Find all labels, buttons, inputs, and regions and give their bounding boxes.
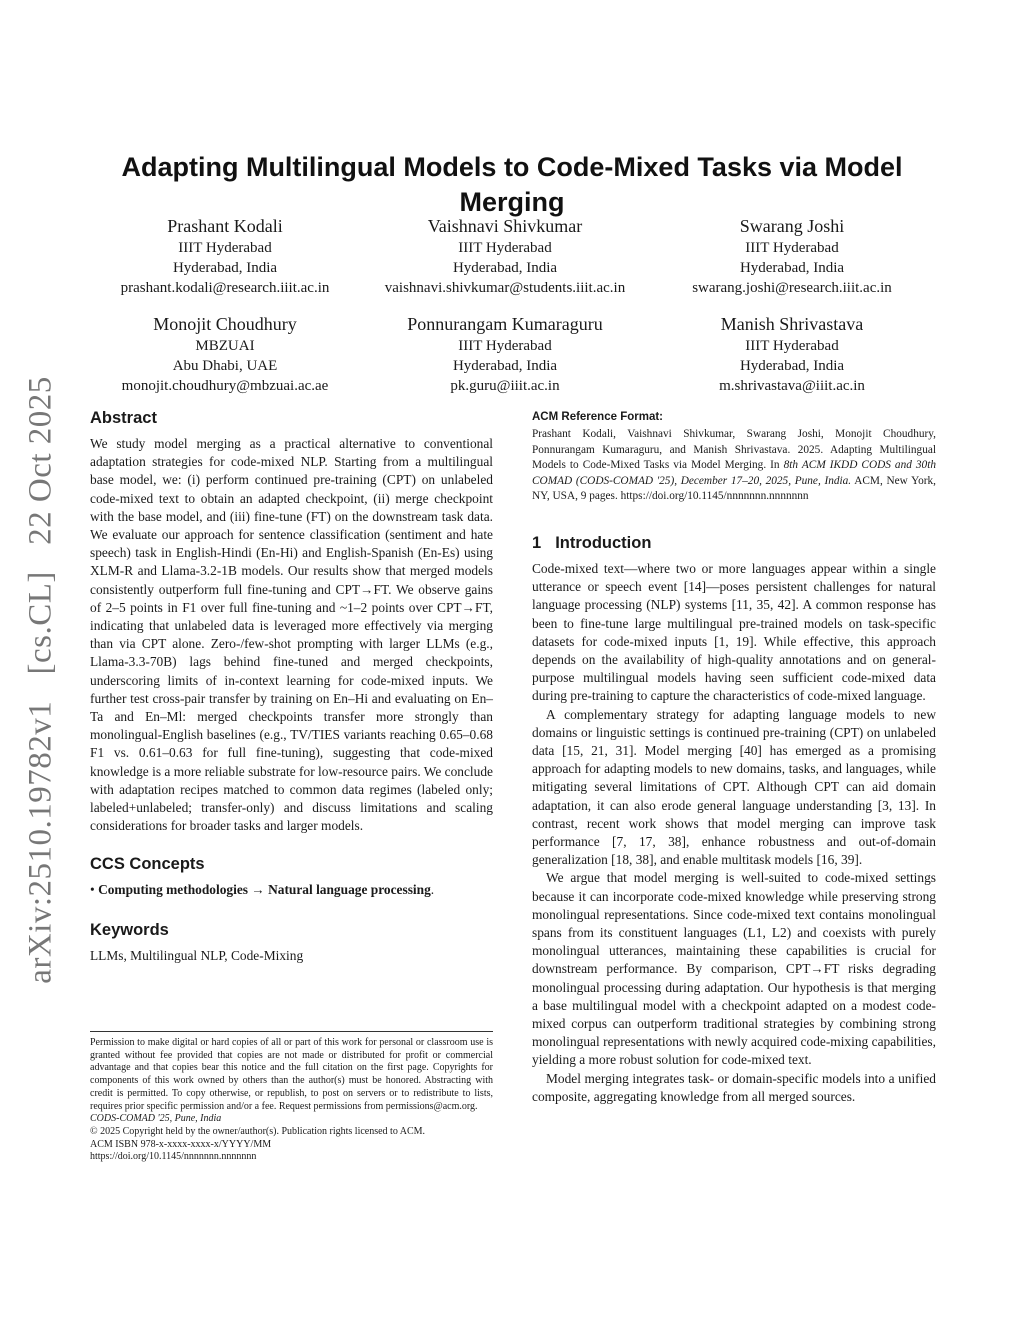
ccs-heading: CCS Concepts	[90, 855, 205, 874]
arxiv-sidebar	[18, 375, 64, 985]
author-row-2	[90, 312, 934, 410]
venue-line: CODS-COMAD '25, Pune, India	[90, 1113, 222, 1125]
ccs-concept	[90, 881, 493, 899]
author-affiliation: IIIT Hyderabad	[458, 240, 552, 256]
acm-ref-authors: Prashant Kodali, Vaishnavi Shivkumar, Swarang Joshi, Monojit Choudhury, Ponnurangam Kumaraguru, and Manish Shrivastava. 2025. Adapting Multilingual Models to Code-Mixed Tasks via Model Merging. In	[532, 428, 936, 472]
ccs-term: Natural language processing	[268, 882, 431, 898]
author-email[interactable]: m.shrivastava@iiit.ac.in	[719, 378, 865, 394]
bullet-icon: •	[90, 882, 95, 898]
isbn-line: ACM ISBN 978-x-xxxx-xxxx-x/YYYY/MM	[90, 1138, 272, 1150]
author-email[interactable]: prashant.kodali@research.iiit.ac.in	[120, 280, 330, 296]
author-location: Hyderabad, India	[452, 358, 558, 374]
intro-heading	[532, 532, 936, 554]
intro-paragraph: Code-mixed text—where two or more languages appear within a single utterance or speech event [14]—poses persistent challenges for natural language processing (NLP) systems [11, 35, 42]. A common response has been to fine-tune large multilingual pre-trained models on task-specific datasets for code-mixed inputs [1, 19]. While effective, this approach depends on the availability of high-quality annotations and on general-purpose multilingual models having seen sufficient code-mixed data during pre-training to capture the characteristics of code-mixed language.	[532, 560, 936, 704]
abstract-text: We study model merging as a practical alternative to conventional adaptation strategies for code-mixed NLP. Starting from a multilingual base model, we: (i) perform continued pre-training (CPT) on unlabeled code-mixed text to obtain an adapted checkpoint, (ii) merge checkpoint with the base model, and (iii) fine-tune (FT) on the downstream task data. We evaluate our approach for sentence classification (sentiment and hate speech) task in English-Hindi (En-Hi) and English-Spanish (En-Es) using XLM-R and Llama-3.2-1B models. Our results show that merged models consistently outperform full fine-tuning and CPT→FT. We observe gains of 2–5 points in F1 over full fine-tuning and ~1–2 points over CPT→FT, indicating that unlabeled data is leveraged more effectively via merging than via CPT alone. Zero-/few-shot prompting with larger LLMs (e.g., Llama-3.3-70B) lags behind fine-tuned and merged checkpoints, underscoring limits of in-context learning for code-mixed inputs. We further test cross-pair transfer by training on En–Hi and evaluating on En–Ta and En–Ml: merged checkpoints transfer more strongly than monolingual-English baselines (e.g., TV/TIES variants reaching 0.65–0.68 F1 vs. 0.61–0.63 for full fine-tuning), suggesting that code-mixed knowledge is a more reliable substrate for low-resource pairs. We conclude with adaptation recipes matched to common data regimes (labeled only; labeled+unlabeled; transfer-only) and discuss limitations and scaling considerations for broader tasks and larger models.	[90, 436, 493, 834]
keywords-text: LLMs, Multilingual NLP, Code-Mixing	[90, 948, 304, 964]
author-card	[650, 312, 934, 410]
arxiv-stamp	[23, 376, 60, 984]
author-name: Monojit Choudhury	[153, 314, 297, 334]
author-location: Abu Dhabi, UAE	[172, 358, 278, 374]
author-block	[90, 214, 934, 410]
author-name: Ponnurangam Kumaraguru	[407, 314, 603, 334]
arxiv-date: 22 Oct 2025	[22, 376, 59, 545]
author-card	[90, 312, 360, 410]
author-affiliation: IIIT Hyderabad	[745, 338, 839, 354]
intro-paragraph: A complementary strategy for adapting language models to new domains or linguistic settings is continued pre-training (CPT) on unlabeled data [15, 21, 31]. Model merging [40] has emerged as a promising approach for adapting models to new domains, tasks, and languages, while mitigating several limitations of CPT. Although CPT can aid domain adaptation, it can also erode general language understanding [3, 13]. In contrast, recent work shows that model merging can improve task performance [7, 17, 38], enhance robustness and out-of-domain generalization [18, 38], and enable multitask models [16, 39].	[532, 706, 936, 868]
author-card	[90, 214, 360, 312]
doi-link[interactable]: https://doi.org/10.1145/nnnnnnn.nnnnnnn	[90, 1151, 257, 1163]
keywords-heading: Keywords	[90, 921, 169, 940]
ccs-end: .	[430, 882, 435, 898]
acm-ref-venue: 8th ACM IKDD CODS and 30th COMAD (CODS-COMAD '25), December 17–20, 2025, Pune, India.	[532, 459, 936, 487]
ccs-category: Computing methodologies	[98, 882, 248, 898]
author-email[interactable]: vaishnavi.shivkumar@students.iiit.ac.in	[384, 280, 626, 296]
author-name: Prashant Kodali	[167, 216, 283, 236]
copyright-footnote	[90, 1031, 493, 1164]
author-affiliation: IIIT Hyderabad	[745, 240, 839, 256]
author-card	[360, 312, 650, 410]
author-location: Hyderabad, India	[739, 260, 845, 276]
author-location: Hyderabad, India	[172, 260, 278, 276]
author-location: Hyderabad, India	[739, 358, 845, 374]
left-column	[90, 407, 493, 966]
paper-title: Adapting Multilingual Models to Code-Mixed Tasks via Model Merging	[121, 152, 903, 218]
arxiv-id[interactable]: arXiv:2510.19782v1	[22, 700, 59, 984]
intro-paragraph: We argue that model merging is well-suited to code-mixed settings because it can incorporate code-mixed knowledge while preserving strong monolingual representations. Since code-mixed text contains monolingual spans from its constituent languages (L1, L2) and coexists with purely monolingual utterances, maintaining these capabilities is crucial for downstream performance. By comparison, CPT→FT risks degrading monolingual processing during adaptation. Our hypothesis is that merging a base multilingual model with a checkpoint adapted on a modest code-mixed corpus can outperform traditional strategies by combining strong monolingual representations with newly acquired code-mixing capabilities, yielding a more robust solution for code-mixed text.	[532, 870, 936, 1068]
acm-ref-citation	[532, 427, 936, 505]
arxiv-category[interactable]: [cs.CL]	[22, 571, 59, 675]
author-email[interactable]: monojit.choudhury@mbzuai.ac.ae	[121, 378, 329, 394]
acm-ref-tail: ACM, New York, NY, USA, 9 pages. https://doi.org/10.1145/nnnnnnn.nnnnnnn	[532, 474, 936, 503]
author-affiliation: IIIT Hyderabad	[178, 240, 272, 256]
author-email[interactable]: swarang.joshi@research.iiit.ac.in	[692, 280, 892, 296]
author-name: Vaishnavi Shivkumar	[427, 216, 583, 236]
intro-paragraph: Model merging integrates task- or domain-specific models into a unified composite, aggregating knowledge from all merged sources.	[532, 1070, 936, 1104]
abstract-heading: Abstract	[90, 409, 157, 427]
acm-ref-heading: ACM Reference Format:	[532, 411, 663, 423]
footnote-divider	[90, 1031, 493, 1032]
arrow-right-icon: →	[251, 882, 265, 898]
right-column	[532, 411, 936, 1106]
copyright-line: © 2025 Copyright held by the owner/author(s). Publication rights licensed to ACM.	[90, 1125, 426, 1137]
author-location: Hyderabad, India	[452, 260, 558, 276]
author-affiliation: IIIT Hyderabad	[458, 338, 552, 354]
author-email[interactable]: pk.guru@iiit.ac.in	[450, 378, 560, 394]
author-name: Swarang Joshi	[739, 216, 845, 236]
author-row-1	[90, 214, 934, 312]
section-title: Introduction	[555, 533, 652, 552]
author-card	[650, 214, 934, 312]
author-name: Manish Shrivastava	[720, 314, 864, 334]
author-card	[360, 214, 650, 312]
permission-notice: Permission to make digital or hard copies of all or part of this work for personal or classroom use is granted without fee provided that copies are not made or distributed for profit or commercial advantage and that copies bear this notice and the full citation on the first page. Copyrights for components of this work owned by others than the author(s) must be honored. Abstracting with credit is permitted. To copy otherwise, or republish, to post on servers or to redistribute to lists, requires prior specific permission and/or a fee. Request permissions from permissions@acm.org.	[90, 1037, 493, 1112]
section-number: 1	[532, 533, 542, 552]
author-affiliation: MBZUAI	[195, 338, 255, 354]
